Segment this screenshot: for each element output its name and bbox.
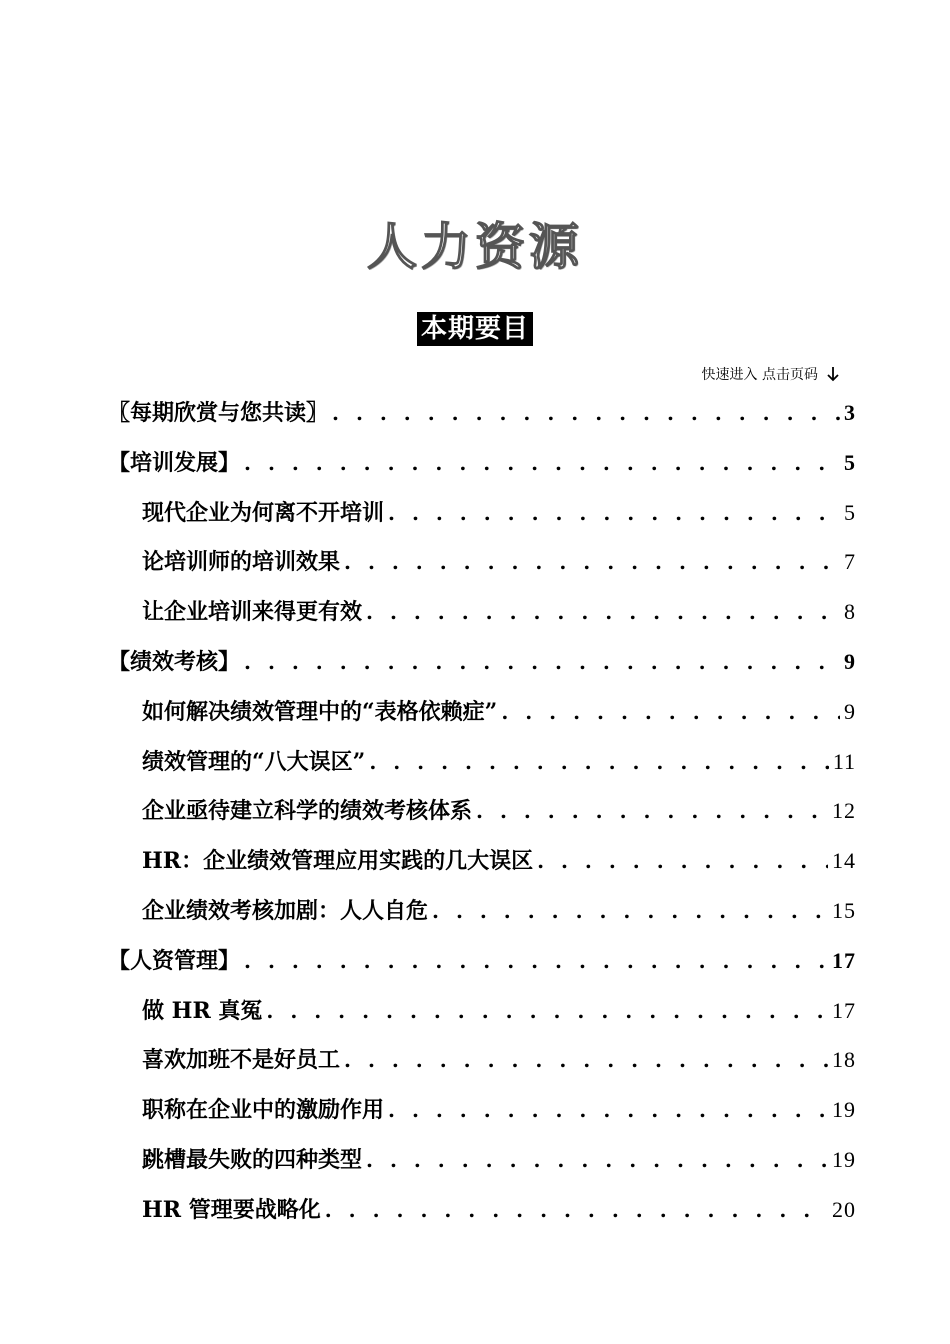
toc-entry[interactable] bbox=[108, 542, 856, 592]
toc-entry[interactable] bbox=[108, 642, 856, 692]
toc-leader bbox=[369, 742, 829, 782]
toc-entry[interactable] bbox=[108, 1190, 856, 1240]
toc-entry-label: 职称在企业中的激励作用 bbox=[142, 1097, 385, 1124]
toc-entry-label: 【人资管理】 bbox=[108, 947, 241, 974]
toc-entry[interactable] bbox=[108, 692, 856, 742]
toc-entry[interactable] bbox=[108, 393, 856, 443]
toc-page-link[interactable]: 19 bbox=[832, 1146, 856, 1172]
toc-page-link[interactable]: 12 bbox=[832, 798, 856, 824]
toc-page-link[interactable]: 15 bbox=[832, 897, 856, 923]
toc-entry[interactable] bbox=[108, 941, 856, 991]
toc-leader bbox=[388, 1090, 828, 1130]
toc-page-link[interactable]: 9 bbox=[844, 648, 856, 674]
page-title: 人力资源 bbox=[367, 217, 583, 276]
toc-leader bbox=[501, 692, 840, 732]
section-heading-label: 本期要目 bbox=[417, 312, 533, 346]
toc-leader bbox=[366, 1140, 828, 1180]
toc-leader bbox=[344, 542, 840, 582]
toc-leader bbox=[266, 991, 828, 1031]
toc-page-link[interactable]: 9 bbox=[844, 698, 856, 724]
section-heading bbox=[0, 312, 950, 346]
quick-nav-text: 快速进入 点击页码 bbox=[701, 367, 818, 383]
toc-leader bbox=[244, 941, 828, 981]
toc-entry-label: 〖每期欣赏与您共读〗 bbox=[108, 400, 329, 426]
toc-page-link[interactable]: 19 bbox=[832, 1097, 856, 1123]
toc-page-link[interactable]: 14 bbox=[832, 848, 856, 874]
toc-entry[interactable] bbox=[108, 891, 856, 941]
toc-entry-label: 【绩效考核】 bbox=[108, 648, 241, 675]
toc-entry-label: 现代企业为何离不开培训 bbox=[142, 499, 385, 526]
toc-leader bbox=[244, 642, 840, 682]
toc-entry-label: 跳槽最失败的四种类型 bbox=[142, 1146, 363, 1173]
toc-page-link[interactable]: 18 bbox=[832, 1047, 856, 1073]
toc-leader bbox=[325, 1190, 828, 1230]
toc-entry[interactable] bbox=[108, 742, 856, 792]
toc-page-link[interactable]: 7 bbox=[844, 549, 856, 575]
toc-page-link[interactable]: 17 bbox=[832, 997, 856, 1023]
toc-entry-label: 如何解决绩效管理中的“表格依赖症” bbox=[142, 698, 498, 725]
toc-entry-label: 绩效管理的“八大误区” bbox=[142, 748, 366, 775]
toc-leader bbox=[537, 841, 828, 881]
toc-entry[interactable] bbox=[108, 1040, 856, 1090]
toc-entry-label: 企业亟待建立科学的绩效考核体系 bbox=[142, 798, 473, 825]
toc-leader bbox=[332, 393, 840, 433]
toc-entry-label: 论培训师的培训效果 bbox=[142, 549, 341, 576]
toc-entry[interactable] bbox=[108, 841, 856, 891]
toc-page-link[interactable]: 11 bbox=[832, 748, 856, 774]
toc-entry-label: 让企业培训来得更有效 bbox=[142, 599, 363, 626]
toc-entry[interactable] bbox=[108, 443, 856, 493]
toc-page-link[interactable]: 3 bbox=[844, 400, 856, 425]
toc-leader bbox=[366, 592, 840, 632]
toc-page-link[interactable]: 20 bbox=[832, 1196, 856, 1222]
toc-page-link[interactable]: 5 bbox=[844, 499, 856, 525]
toc-leader bbox=[344, 1040, 828, 1080]
toc-entry[interactable] bbox=[108, 1140, 856, 1190]
toc-entry[interactable] bbox=[108, 592, 856, 642]
toc-entry[interactable] bbox=[108, 791, 856, 841]
toc-entry[interactable] bbox=[108, 1090, 856, 1140]
toc-entry[interactable] bbox=[108, 493, 856, 543]
toc-leader bbox=[244, 443, 840, 483]
toc-entry-label: 【培训发展】 bbox=[108, 449, 241, 476]
quick-nav-hint bbox=[702, 364, 840, 384]
toc-leader bbox=[476, 791, 828, 831]
toc-entry-label: 做 HR 真冤 bbox=[142, 997, 263, 1024]
toc-page-link[interactable]: 17 bbox=[832, 947, 856, 973]
toc-entry-label: 企业绩效考核加剧：人人自危 bbox=[142, 897, 429, 924]
toc-leader bbox=[432, 891, 828, 931]
toc-leader bbox=[388, 493, 840, 533]
toc-entry[interactable] bbox=[108, 991, 856, 1041]
toc-entry-label: 喜欢加班不是好员工 bbox=[142, 1047, 341, 1074]
toc-page-link[interactable]: 8 bbox=[844, 599, 856, 625]
toc-page-link[interactable]: 5 bbox=[844, 449, 856, 475]
toc-entry-label: HR：企业绩效管理应用实践的几大误区 bbox=[142, 848, 534, 875]
arrow-down-icon bbox=[826, 366, 840, 382]
toc-entry-label: HR 管理要战略化 bbox=[142, 1196, 321, 1223]
table-of-contents bbox=[108, 393, 856, 1240]
